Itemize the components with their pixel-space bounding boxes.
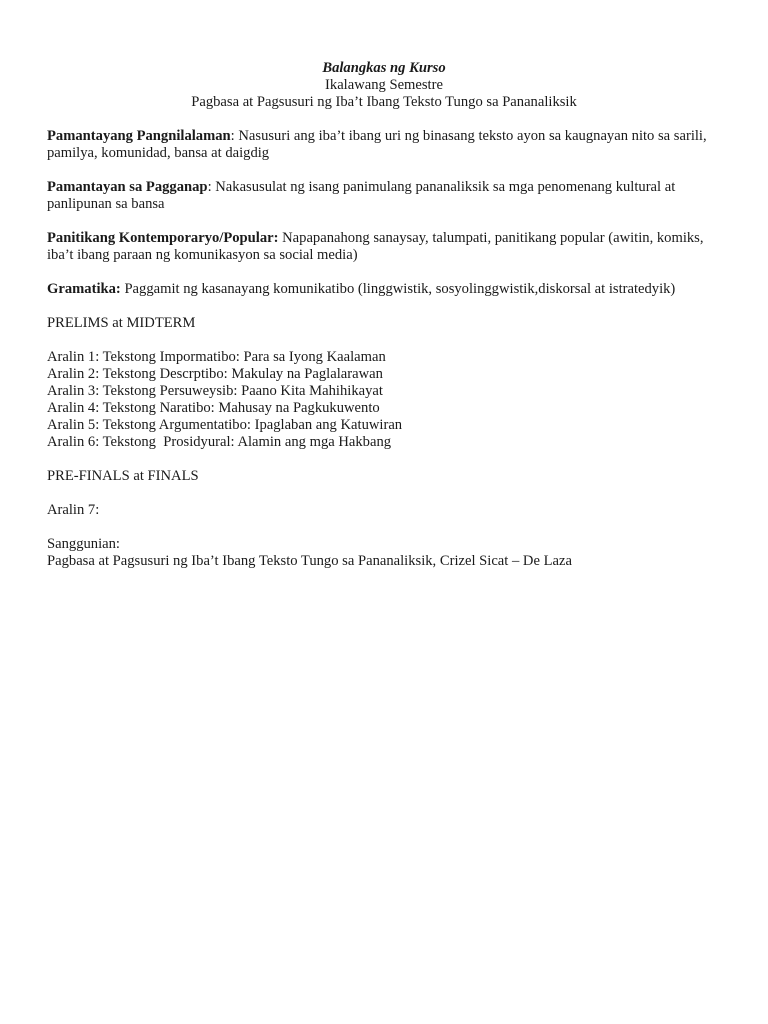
document-page [47, 60, 727, 570]
semester-line: Ikalawang Semestre [325, 77, 443, 93]
finals-heading: PRE-FINALS at FINALS [47, 468, 199, 484]
standard-performance-separator: : [207, 179, 216, 195]
contemporary-literature [47, 230, 727, 264]
standard-content-separator: : [230, 128, 239, 144]
finals-lesson: Aralin 7: [47, 502, 100, 518]
standard-performance-text: Nakasusulat ng isang panimulang pananaliksik sa mga penomenang kultural at panlipunan sa bansa [47, 179, 676, 212]
standard-content [47, 128, 727, 162]
grammar-label: Gramatika: [47, 281, 121, 297]
standard-performance-label: Pamantayan sa Pagganap [47, 179, 208, 195]
contemporary-literature-label: Panitikang Kontemporaryo/Popular: [47, 230, 279, 246]
grammar-text: Paggamit ng kasanayang komunikatibo (linggwistik, sosyolinggwistik,diskorsal at istratedyik) [124, 281, 676, 297]
list-item: Aralin 1: Tekstong Impormatibo: Para sa Iyong Kaalaman [47, 349, 386, 365]
grammar [47, 281, 727, 298]
reference-item: Pagbasa at Pagsusuri ng Iba’t Ibang Teksto Tungo sa Pananaliksik, Crizel Sicat – De Laza [47, 553, 572, 569]
contemporary-literature-text: Napapanahong sanaysay, talumpati, panitikang popular (awitin, komiks, iba’t ibang paraan ng komunikasyon sa social media) [47, 230, 704, 263]
list-item: Aralin 2: Tekstong Descrptibo: Makulay na Paglalarawan [47, 366, 383, 382]
list-item: Aralin 6: Tekstong Prosidyural: Alamin ang mga Hakbang [47, 434, 392, 450]
course-title: Pagbasa at Pagsusuri ng Iba’t Ibang Teksto Tungo sa Pananaliksik [191, 94, 577, 110]
document-header [47, 60, 721, 111]
prelims-lesson-list [47, 349, 727, 451]
document-title: Balangkas ng Kurso [322, 60, 446, 76]
standard-content-text: Nasusuri ang iba’t ibang uri ng binasang teksto ayon sa kaugnayan nito sa sarili, pamilya, komunidad, bansa at daigdig [47, 128, 707, 161]
references-heading: Sanggunian: [47, 536, 120, 552]
standard-content-label: Pamantayang Pangnilalaman [47, 128, 231, 144]
list-item: Aralin 5: Tekstong Argumentatibo: Ipaglaban ang Katuwiran [47, 417, 403, 433]
list-item: Aralin 4: Tekstong Naratibo: Mahusay na Pagkukuwento [47, 400, 380, 416]
prelims-heading: PRELIMS at MIDTERM [47, 315, 196, 331]
list-item: Aralin 3: Tekstong Persuweysib: Paano Kita Mahihikayat [47, 383, 383, 399]
standard-performance [47, 179, 727, 213]
